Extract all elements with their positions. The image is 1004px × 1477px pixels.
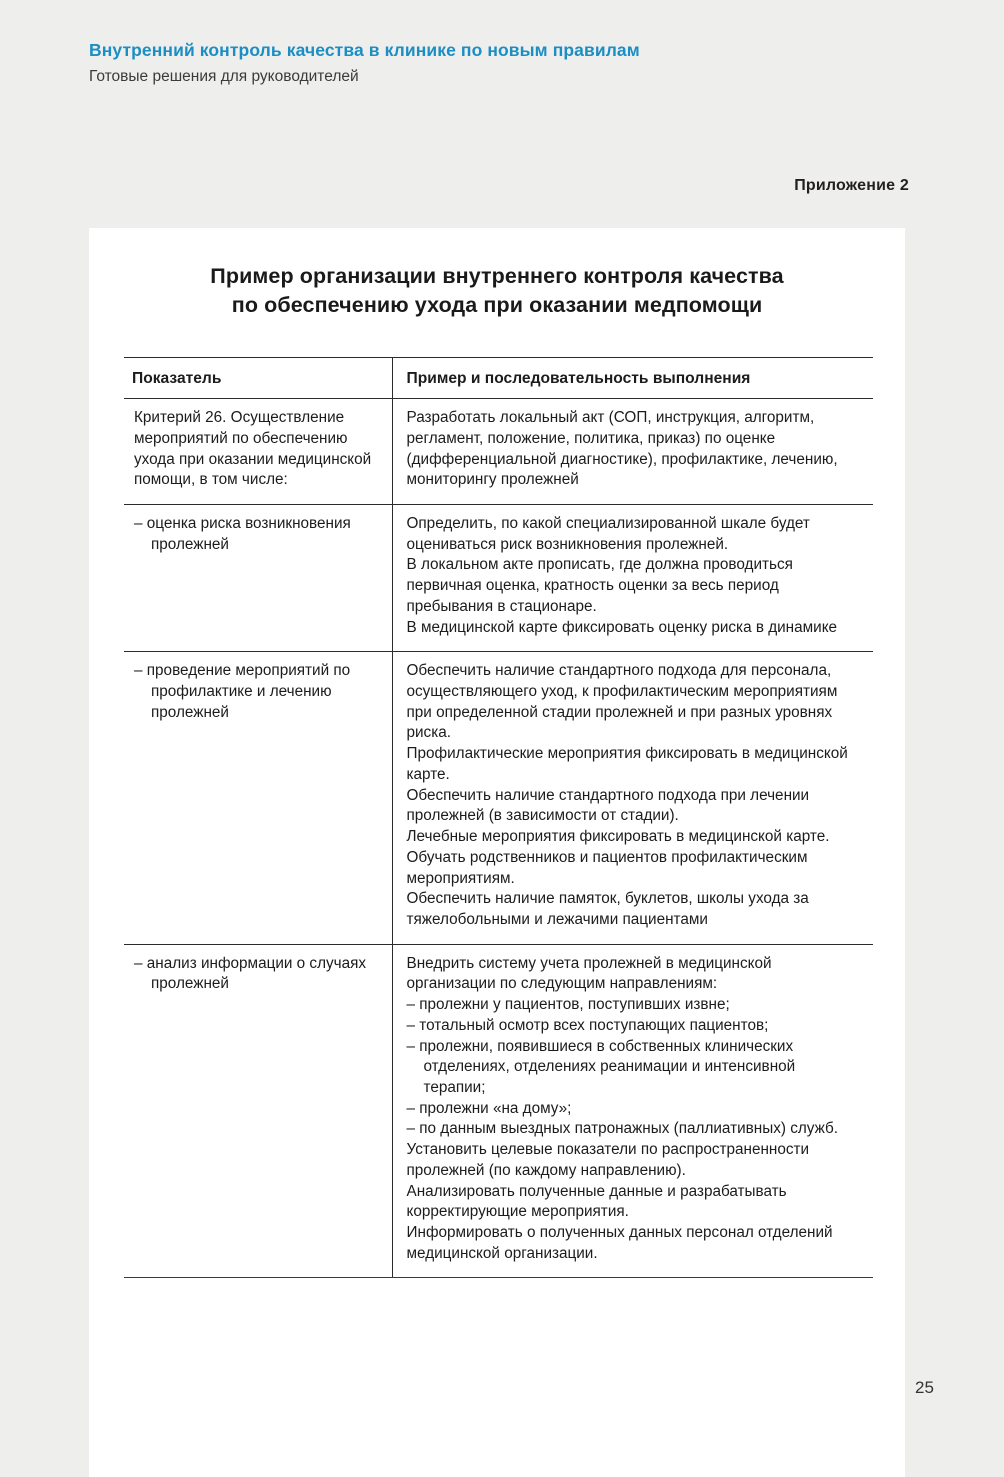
quality-control-table bbox=[124, 357, 873, 1278]
cell-example bbox=[392, 399, 873, 505]
dash-marker: – bbox=[134, 954, 143, 972]
page-title-line-1: Пример организации внутреннего контроля качества bbox=[210, 264, 784, 288]
indicator-text: оценка риска возникновения пролежней bbox=[146, 515, 351, 553]
list-item bbox=[407, 1016, 862, 1037]
table-row bbox=[124, 652, 873, 944]
indicator-text: проведение мероприятий по профилактике и лечению пролежней bbox=[146, 662, 351, 721]
example-paragraph: В локальном акте прописать, где должна проводиться первичная оценка, кратность оценки за весь период пребывания в стационаре. bbox=[406, 556, 793, 615]
example-paragraph: Разработать локальный акт (СОП, инструкция, алгоритм, регламент, положение, политика, приказ) по оценке (дифференциальной диагностике), профилактике, лечению, мониторингу пролежней bbox=[406, 409, 838, 489]
table-row bbox=[124, 399, 873, 505]
list-item bbox=[407, 1037, 862, 1099]
cell-indicator bbox=[124, 399, 392, 505]
list-item-label: по данным выездных патронажных (паллиативных) служб. bbox=[419, 1120, 839, 1138]
cell-indicator bbox=[124, 944, 392, 1278]
list-item-label: пролежни «на дому»; bbox=[419, 1099, 572, 1117]
indicator-dash-item bbox=[134, 661, 380, 723]
example-paragraph: Обучать родственников и пациентов профилактическим мероприятиям. bbox=[406, 848, 808, 887]
example-paragraph: Обеспечить наличие стандартного подхода при лечении пролежней (в зависимости от стадии). bbox=[406, 786, 810, 825]
example-paragraph: Анализировать полученные данные и разрабатывать корректирующие мероприятия. bbox=[406, 1182, 787, 1221]
list-item-label: тотальный осмотр всех поступающих пациентов; bbox=[419, 1016, 769, 1034]
content-sheet bbox=[89, 228, 905, 1477]
table-body bbox=[124, 399, 873, 1278]
running-head-title: Внутренний контроль качества в клинике по новым правилам bbox=[89, 40, 640, 60]
dash-marker: – bbox=[134, 662, 143, 680]
dash-marker: – bbox=[406, 996, 416, 1014]
dash-marker: – bbox=[406, 1120, 416, 1138]
example-paragraph: В медицинской карте фиксировать оценку риска в динамике bbox=[406, 618, 838, 636]
column-header-indicator: Показатель bbox=[124, 358, 392, 399]
dash-marker: – bbox=[134, 515, 143, 532]
list-item bbox=[407, 995, 862, 1016]
cell-example bbox=[392, 652, 873, 944]
table-header-row bbox=[124, 358, 873, 399]
list-item bbox=[407, 1119, 862, 1140]
page-title bbox=[89, 228, 905, 320]
dash-marker: – bbox=[406, 1099, 416, 1117]
list-item-label: пролежни у пациентов, поступивших извне; bbox=[419, 996, 730, 1014]
example-paragraph: Обеспечить наличие памяток, буклетов, школы ухода за тяжелобольными и лежачими пациентами bbox=[406, 890, 809, 928]
indicator-text: анализ информации о случаях пролежней bbox=[146, 954, 367, 993]
example-paragraph: Профилактические мероприятия фиксировать в медицинской карте. bbox=[406, 745, 848, 783]
example-paragraph: Установить целевые показатели по распространенности пролежней (по каждому направлению). bbox=[406, 1141, 810, 1179]
cell-example bbox=[392, 944, 873, 1278]
table-row bbox=[124, 505, 873, 652]
appendix-label: Приложение 2 bbox=[794, 177, 909, 194]
table-row bbox=[124, 944, 873, 1278]
running-head-subtitle: Готовые решения для руководителей bbox=[89, 67, 359, 85]
dash-marker: – bbox=[406, 1037, 416, 1055]
table-header bbox=[124, 358, 873, 399]
example-paragraph: Лечебные мероприятия фиксировать в медицинской карте. bbox=[406, 828, 830, 846]
example-paragraph: Обеспечить наличие стандартного подхода для персонала, осуществляющего уход, к профилактическим мероприятиям при определенной стадии пролежней и при разных уровнях риска. bbox=[406, 662, 838, 742]
indicator-dash-item bbox=[134, 954, 380, 995]
example-lead: Внедрить систему учета пролежней в медицинской организации по следующим направлениям: bbox=[406, 954, 772, 993]
dash-marker: – bbox=[406, 1016, 416, 1034]
indicator-text: Критерий 26. Осуществление мероприятий по обеспечению ухода при оказании медицинской помощи, в том числе: bbox=[134, 409, 372, 489]
column-header-example: Пример и последовательность выполнения bbox=[392, 358, 873, 399]
indicator-dash-item bbox=[134, 514, 380, 555]
list-item-label: пролежни, появившиеся в собственных клинических отделениях, отделениях реанимации и интенсивной терапии; bbox=[419, 1037, 796, 1096]
cell-example bbox=[392, 505, 873, 652]
running-head bbox=[89, 40, 849, 87]
example-paragraph: Информировать о полученных данных персонал отделений медицинской организации. bbox=[406, 1224, 833, 1262]
example-bullet-list bbox=[407, 995, 862, 1140]
example-paragraph: Определить, по какой специализированной шкале будет оцениваться риск возникновения пролежней. bbox=[406, 515, 810, 553]
cell-indicator bbox=[124, 652, 392, 944]
cell-indicator bbox=[124, 505, 392, 652]
page-title-line-2: по обеспечению ухода при оказании медпомощи bbox=[231, 293, 763, 318]
page-number: 25 bbox=[915, 1378, 934, 1397]
list-item bbox=[407, 1099, 862, 1120]
